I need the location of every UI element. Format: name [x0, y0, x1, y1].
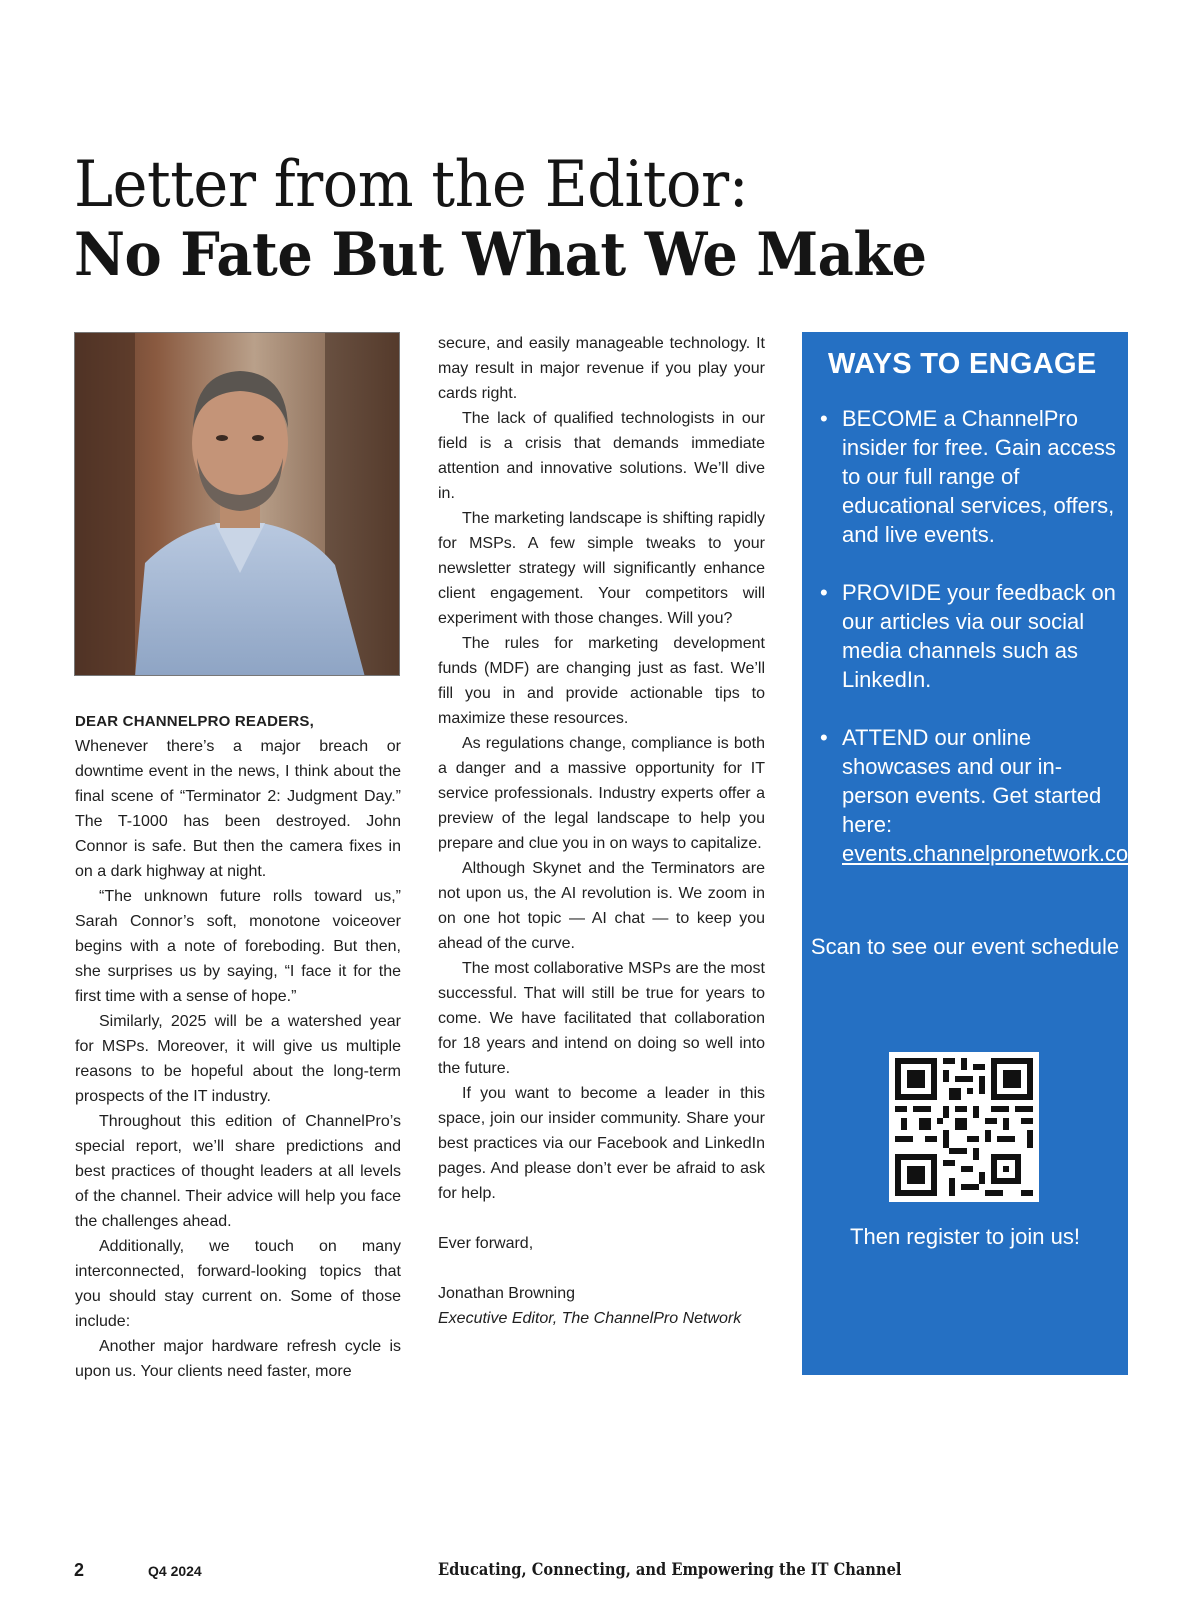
engage-item-become [820, 404, 1120, 549]
letter-column-2 [438, 331, 765, 1331]
paragraph: As regulations change, compliance is both a danger and a massive opportunity for IT service professionals. Industry experts offer a preview of the legal landscape to help you prepare and clue you in on ways to capitalize. [438, 735, 765, 852]
sidebar-title: WAYS TO ENGAGE [828, 348, 1097, 380]
signature-role: Executive Editor, The ChannelPro Network [438, 1310, 742, 1327]
paragraph: secure, and easily manageable technology. It may result in major revenue if you play your cards right. [438, 335, 765, 402]
paragraph: Additionally, we touch on many interconnected, forward-looking topics that you should stay current on. Some of those include: [75, 1238, 401, 1330]
paragraph: Throughout this edition of ChannelPro’s special report, we’ll share predictions and best practices of thought leaders at all levels of the channel. Their advice will help you face the challenges ahead. [75, 1113, 401, 1230]
paragraph: Whenever there’s a major breach or downtime event in the news, I think about the final scene of “Terminator 2: Judgment Day.” The T-1000 has been destroyed. John Connor is safe. But then the camera fixes in on a dark highway at night. [75, 738, 401, 880]
bullet-icon: • [820, 580, 828, 605]
footer-tagline: Educating, Connecting, and Empowering the IT Channel [438, 1560, 902, 1580]
page-number: 2 [74, 1560, 85, 1580]
closing: Ever forward, [438, 1235, 534, 1252]
bullet-icon: • [820, 725, 828, 750]
paragraph: The rules for marketing development funds (MDF) are changing just as fast. We’ll fill you in and provide actionable tips to maximize these resources. [438, 635, 765, 727]
paragraph: The most collaborative MSPs are the most successful. That will still be true for years to come. We have facilitated that collaboration for 18 years and intend on doing so well into the future. [438, 960, 765, 1077]
qr-code[interactable] [889, 1052, 1039, 1202]
paragraph: The marketing landscape is shifting rapidly for MSPs. A few simple tweaks to your newsletter strategy will significantly enhance client engagement. Your competitors will experiment with those changes. Will you? [438, 510, 765, 627]
signature-name: Jonathan Browning [438, 1285, 575, 1302]
engage-item-text: ATTEND our online showcases and our in-person events. Get started here: [842, 725, 1102, 837]
register-prompt: Then register to join us! [850, 1224, 1080, 1249]
paragraph: If you want to become a leader in this space, join our insider community. Share your best practices via our Facebook and LinkedIn pages. And please don’t ever be afraid to ask for help. [438, 1085, 765, 1202]
headline-line-2: No Fate But What We Make [74, 220, 927, 290]
bullet-icon: • [820, 406, 828, 431]
salutation: DEAR CHANNELPRO READERS, [75, 713, 314, 730]
headline [74, 150, 1134, 290]
qr-code-icon [889, 1052, 1039, 1202]
editor-portrait-photo [74, 332, 400, 676]
ways-to-engage-sidebar [802, 332, 1153, 1375]
scan-prompt: Scan to see our event schedule [810, 934, 1120, 959]
paragraph: Similarly, 2025 will be a watershed year for MSPs. Moreover, it will give us multiple reasons to be hopeful about the long-term prospects of the IT industry. [75, 1013, 401, 1105]
engage-item-text: PROVIDE your feedback on our articles via our social media channels such as LinkedIn. [842, 580, 1116, 692]
engage-list [820, 404, 1153, 897]
engage-item-end: . [1146, 841, 1153, 866]
engage-item-provide [820, 578, 1120, 694]
issue-label: Q4 2024 [148, 1563, 202, 1579]
paragraph: The lack of qualified technologists in our field is a crisis that demands immediate attention and innovative solutions. We’ll dive in. [438, 410, 765, 502]
events-link[interactable]: events.channelpronetwork.com [842, 841, 1147, 866]
headline-line-1: Letter from the Editor: [74, 148, 749, 222]
paragraph: Although Skynet and the Terminators are not upon us, the AI revolution is. We zoom in on one hot topic — AI chat — to keep you ahead of the curve. [438, 860, 765, 952]
engage-item-text: BECOME a ChannelPro insider for free. Gain access to our full range of educational services, offers, and live events. [842, 406, 1116, 547]
letter-column-1 [75, 709, 401, 1384]
paragraph: “The unknown future rolls toward us,” Sarah Connor’s soft, monotone voiceover begins with a note of foreboding. But then, she surprises us by saying, “I face it for the first time with a sense of hope.” [75, 888, 401, 1005]
engage-item-attend [820, 723, 1153, 868]
paragraph: Another major hardware refresh cycle is upon us. Your clients need faster, more [75, 1338, 401, 1380]
editor-portrait-icon [75, 333, 400, 676]
